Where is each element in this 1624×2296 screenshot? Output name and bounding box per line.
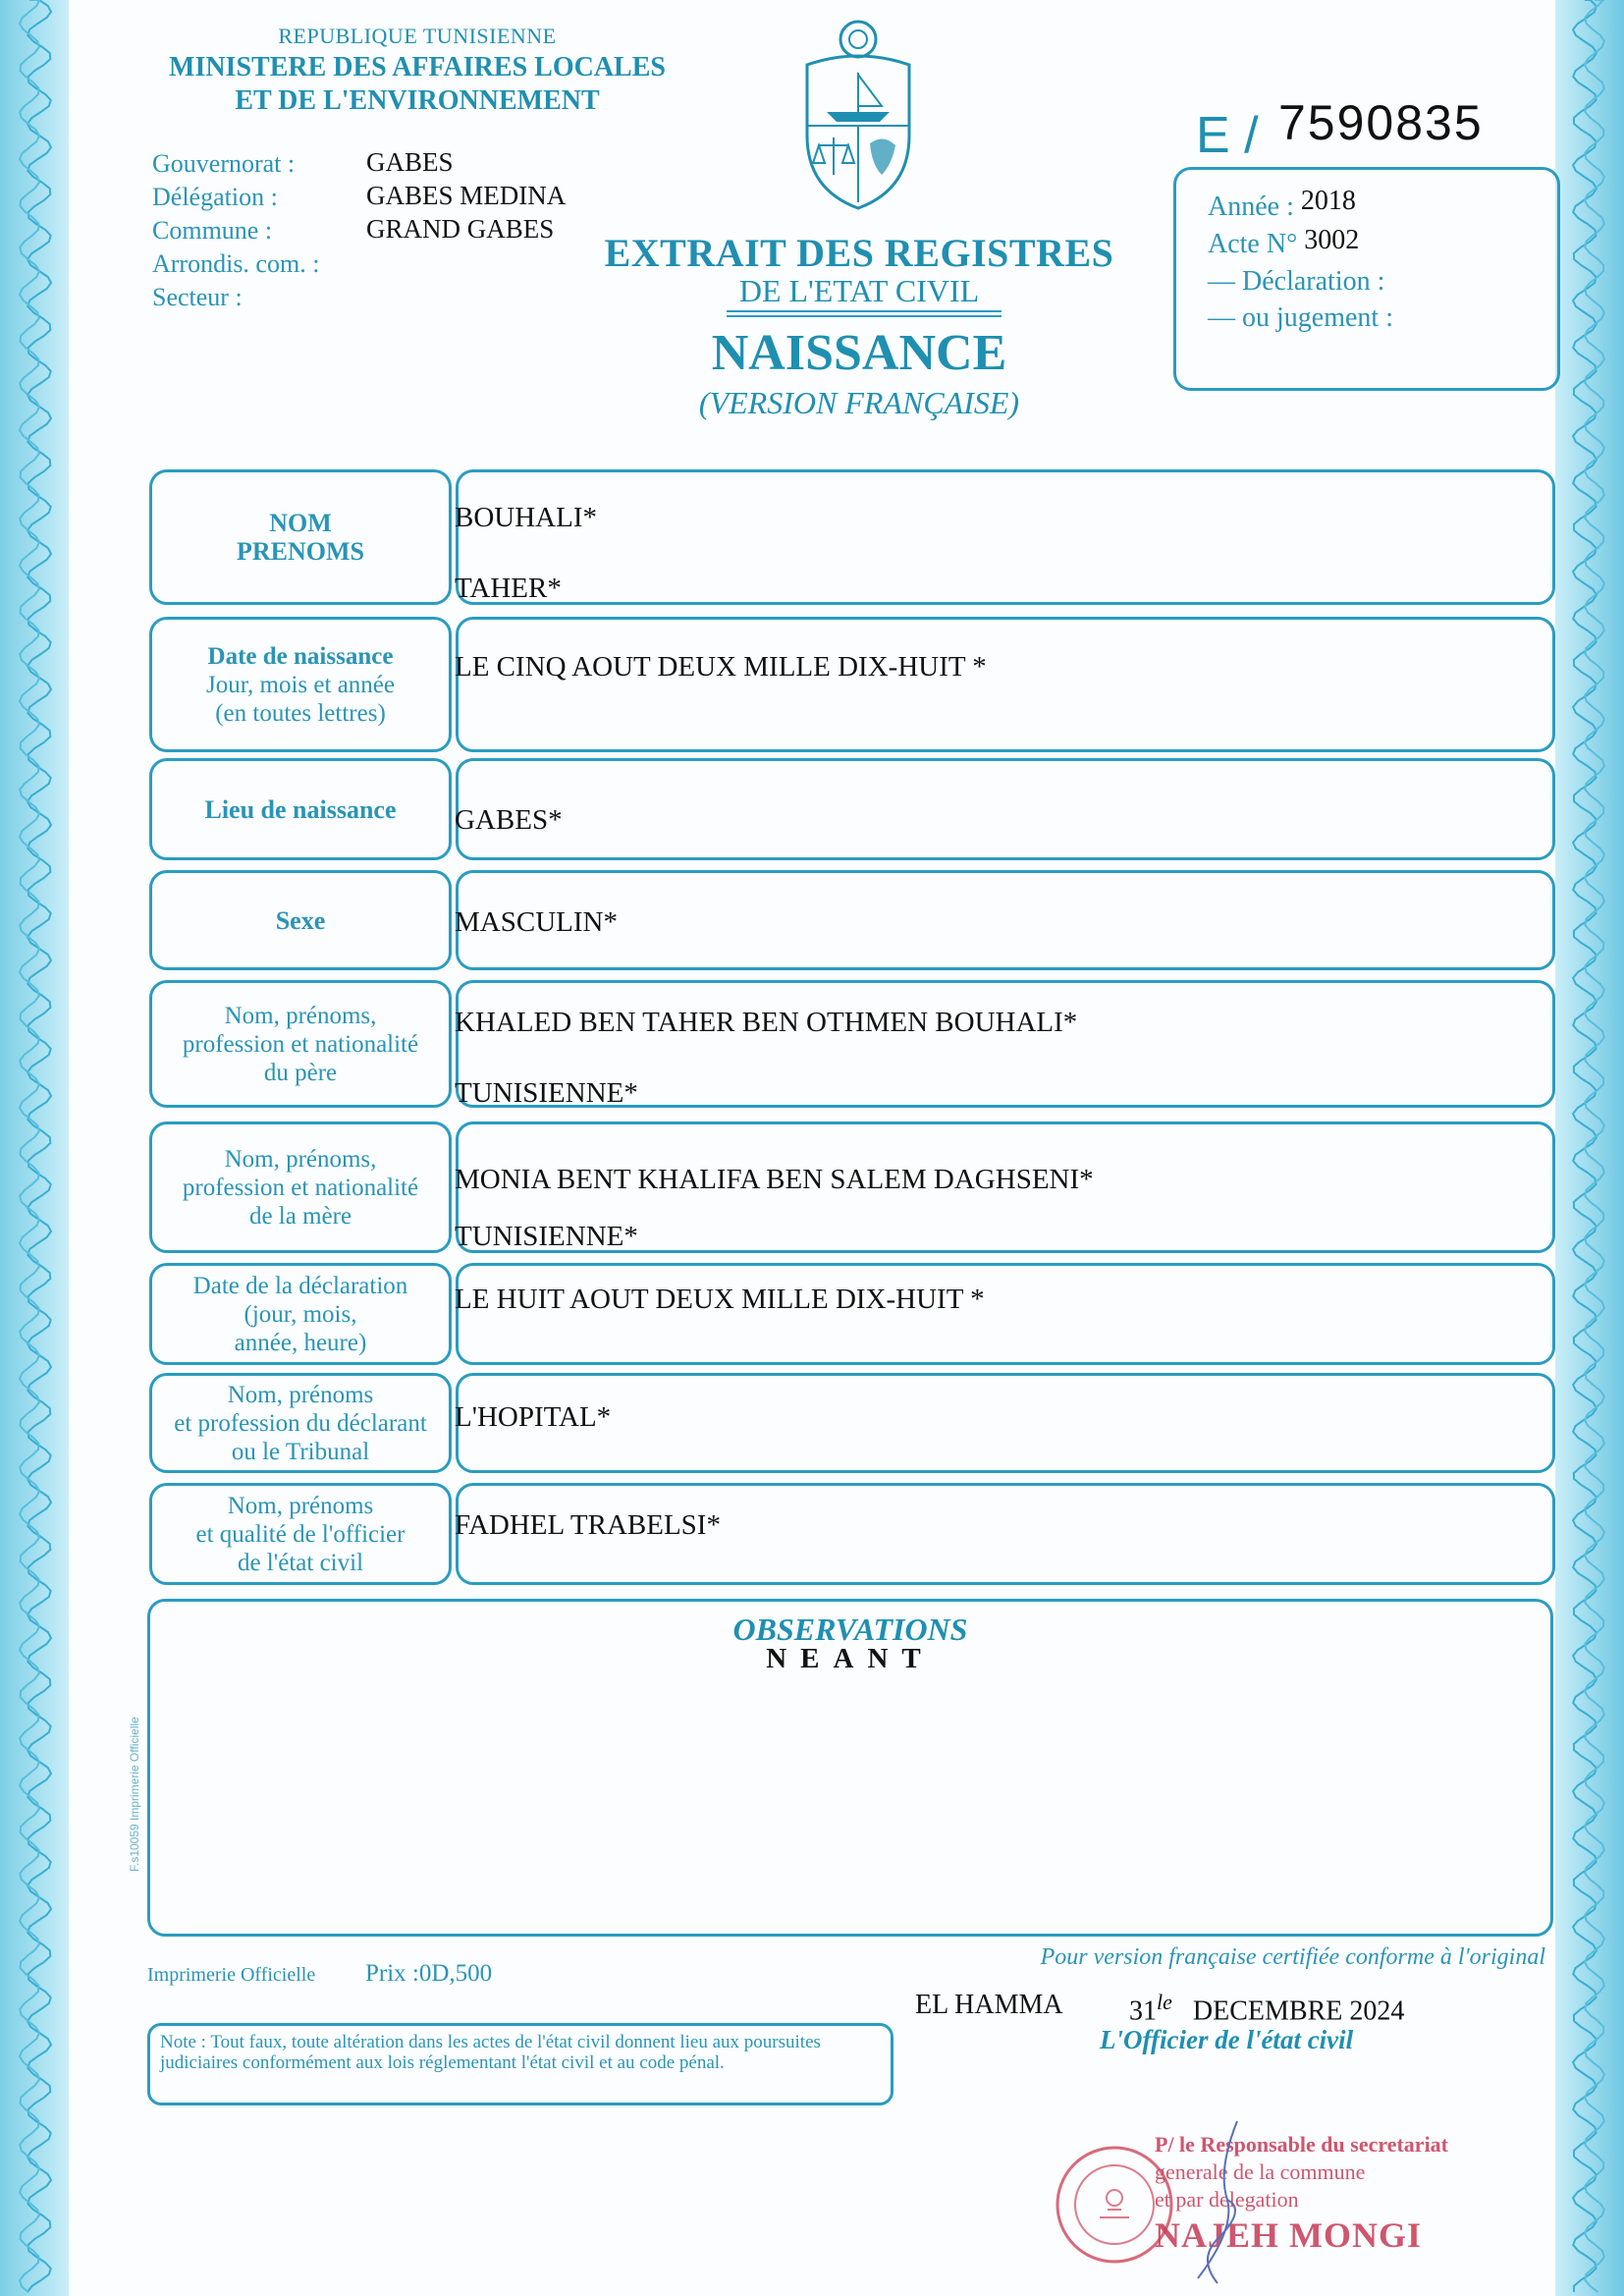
row-date-declaration xyxy=(149,1263,1555,1365)
label-line: du père xyxy=(263,1059,338,1086)
row-value xyxy=(456,980,1555,1108)
row-value xyxy=(456,469,1555,605)
row-label xyxy=(149,617,452,752)
gouvernorat-value: GABES xyxy=(366,147,454,177)
label-line: Nom, prénoms xyxy=(227,1492,374,1519)
row-date-naissance xyxy=(149,617,1555,752)
label-line: profession et nationalité xyxy=(182,1030,419,1058)
delegation-label: Délégation : xyxy=(152,183,278,211)
row-label xyxy=(149,469,452,605)
observations-box xyxy=(147,1599,1553,1937)
row-value xyxy=(456,1483,1555,1585)
date-naissance-value: LE CINQ AOUT DEUX MILLE DIX-HUIT * xyxy=(455,651,987,683)
price-label: Prix :0D,500 xyxy=(365,1960,493,1987)
issue-date xyxy=(1129,1990,1404,2027)
acte-box xyxy=(1173,167,1560,391)
row-officier xyxy=(149,1483,1555,1585)
prenoms-value: TAHER* xyxy=(455,573,562,604)
nom-value: BOUHALI* xyxy=(455,502,597,533)
stamp-line: generale de la commune xyxy=(1155,2159,1366,2184)
issue-day: 31 xyxy=(1129,1995,1157,2027)
row-value xyxy=(456,617,1555,752)
ministere-line1: MINISTERE DES AFFAIRES LOCALES xyxy=(169,52,666,82)
acte-label: Acte N° xyxy=(1208,229,1298,259)
version-label: (VERSION FRANÇAISE) xyxy=(698,385,1020,420)
commune-value: GRAND GABES xyxy=(366,214,555,244)
ministere-line2: ET DE L'ENVIRONNEMENT xyxy=(235,85,600,116)
row-label xyxy=(149,1121,452,1253)
label-line: profession et nationalité xyxy=(182,1174,419,1201)
label-line: et profession du déclarant xyxy=(174,1409,427,1437)
stamp-name: NAJEH MONGI xyxy=(1155,2215,1422,2255)
row-label xyxy=(149,1263,452,1365)
label-line: Nom, prénoms, xyxy=(224,1145,377,1173)
row-label xyxy=(149,758,452,860)
date-declaration-value: LE HUIT AOUT DEUX MILLE DIX-HUIT * xyxy=(455,1284,985,1315)
mere-nom-value: MONIA BENT KHALIFA BEN SALEM DAGHSENI* xyxy=(455,1164,1094,1195)
delegation-value: GABES MEDINA xyxy=(366,181,567,210)
document-subtitle: DE L'ETAT CIVIL xyxy=(738,273,980,308)
label-line: Date de naissance xyxy=(207,642,394,670)
decorative-border-left xyxy=(0,0,69,2296)
imprimerie-label: Imprimerie Officielle xyxy=(147,1964,316,1986)
serial-number-value: 7590835 xyxy=(1278,95,1484,150)
row-pere xyxy=(149,980,1555,1108)
label-line: Nom, prénoms xyxy=(227,1381,374,1408)
declaration-label: — Déclaration : xyxy=(1208,266,1385,297)
row-value xyxy=(456,1121,1555,1253)
observations-title: OBSERVATIONS xyxy=(732,1612,968,1647)
mere-nationalite-value: TUNISIENNE* xyxy=(455,1221,638,1252)
row-nom-prenoms xyxy=(149,469,1555,605)
label-line: année, heure) xyxy=(234,1329,367,1356)
label-line: de la mère xyxy=(248,1202,352,1230)
label-line: Sexe xyxy=(275,905,326,935)
row-label xyxy=(149,980,452,1108)
stamp-line: P/ le Responsable du secretariat xyxy=(1155,2132,1449,2157)
row-declarant xyxy=(149,1373,1555,1473)
gouvernorat-label: Gouvernorat : xyxy=(152,149,296,178)
jugement-label: — ou jugement : xyxy=(1208,302,1393,333)
label-line: ou le Tribunal xyxy=(231,1438,370,1465)
label-line: PRENOMS xyxy=(237,537,364,566)
label-line: de l'état civil xyxy=(237,1549,364,1576)
label-line: NOM xyxy=(269,509,332,537)
serial-number xyxy=(1196,106,1259,165)
serial-prefix: E / xyxy=(1196,107,1259,164)
row-label xyxy=(149,870,452,970)
pere-nom-value: KHALED BEN TAHER BEN OTHMEN BOUHALI* xyxy=(455,1007,1078,1038)
annee-label: Année : xyxy=(1208,191,1294,222)
certified-text: Pour version française certifiée conforme à l'original xyxy=(1040,1944,1545,1970)
issue-day-suffix: le xyxy=(1157,1990,1172,2014)
officer-title: L'Officier de l'état civil xyxy=(1100,2025,1354,2054)
declarant-value: L'HOPITAL* xyxy=(455,1401,612,1433)
decorative-border-right xyxy=(1555,0,1624,2296)
row-lieu-naissance xyxy=(149,758,1555,860)
row-label xyxy=(149,1373,452,1473)
coat-of-arms-icon xyxy=(793,18,923,212)
label-line: Lieu de naissance xyxy=(204,794,397,824)
title-divider xyxy=(727,310,1001,317)
republique-heading: REPUBLIQUE TUNISIENNE xyxy=(278,24,557,48)
document-type: NAISSANCE xyxy=(711,325,1007,381)
lieu-naissance-value: GABES* xyxy=(455,804,563,836)
issue-place: EL HAMMA xyxy=(915,1990,1063,2020)
printer-code: F.s10059 Imprimerie Officielle xyxy=(128,1717,141,1872)
label-line: (en toutes lettres) xyxy=(215,699,386,727)
signature-icon xyxy=(1159,2111,1276,2288)
secteur-label: Secteur : xyxy=(152,283,243,311)
label-line: (jour, mois, xyxy=(244,1300,357,1328)
annee-value: 2018 xyxy=(1300,186,1356,216)
row-value xyxy=(456,758,1555,860)
row-value xyxy=(456,1373,1555,1473)
issue-month-year: DECEMBRE 2024 xyxy=(1192,1995,1405,2027)
row-value xyxy=(456,870,1555,970)
observations-value: NEANT xyxy=(766,1643,935,1674)
document-title: EXTRAIT DES REGISTRES xyxy=(604,231,1114,275)
legal-note: Note : Tout faux, toute altération dans les actes de l'état civil donnent lieu aux poursuites judiciaires conformément aux lois réglementant l'état civil et au code pénal. xyxy=(147,2023,893,2105)
label-line: Jour, mois et année xyxy=(205,671,395,698)
commune-label: Commune : xyxy=(152,216,273,245)
row-value xyxy=(456,1263,1555,1365)
location-values xyxy=(366,145,566,246)
row-label xyxy=(149,1483,452,1585)
pere-nationalite-value: TUNISIENNE* xyxy=(455,1077,638,1109)
acte-value: 3002 xyxy=(1304,225,1360,255)
arrondissement-label: Arrondis. com. : xyxy=(152,249,320,278)
stamp-line: et par delegation xyxy=(1155,2187,1299,2212)
row-mere xyxy=(149,1121,1555,1253)
label-line: Nom, prénoms, xyxy=(224,1002,377,1029)
location-labels xyxy=(152,147,319,314)
label-line: et qualité de l'officier xyxy=(195,1520,406,1548)
row-sexe xyxy=(149,870,1555,970)
sexe-value: MASCULIN* xyxy=(455,906,618,938)
label-line: Date de la déclaration xyxy=(192,1272,408,1299)
officier-value: FADHEL TRABELSI* xyxy=(455,1509,721,1541)
